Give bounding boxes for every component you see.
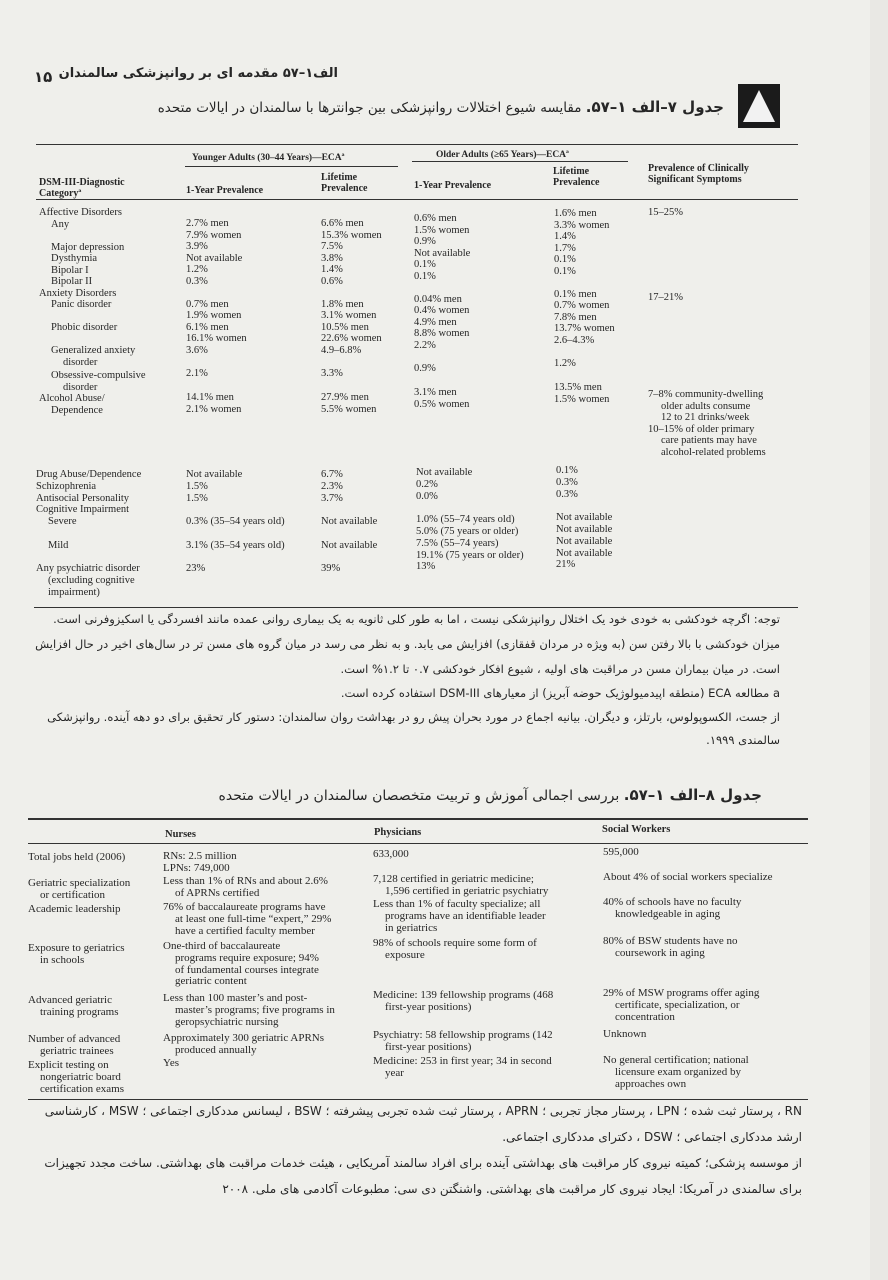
- table7-header-rule: [36, 199, 798, 200]
- category-column-b: Drug Abuse/Dependence Schizophrenia Antisocial Personality Cognitive Impairment Severe Mild Any psychiatric disorder (excluding cognitive impairment): [36, 469, 142, 598]
- page-number: ۱۵: [34, 68, 53, 86]
- t8-physicians-trainees: Psychiatry: 58 fellowship programs (142 first-year positions): [373, 1029, 553, 1053]
- table8-header-rule: [28, 843, 808, 844]
- header-younger-1yr: 1-Year Prevalence: [186, 185, 264, 196]
- t8-nurses-specialization: Less than 1% of RNs and about 2.6% of APRNs certified: [163, 875, 328, 899]
- older-1yr-column-a: 0.6% men 1.5% women 0.9% Not available 0.1% 0.1% 0.04% men 0.4% women 4.9% men 8.8% women 2.2% 0.9% 3.1% men 0.5% women: [414, 213, 471, 410]
- younger-group-rule: [185, 166, 398, 167]
- header-clinical: Prevalence of Clinically Significant Symptoms: [648, 163, 749, 185]
- table8-title: [219, 786, 762, 804]
- t8-physicians-specialization: 7,128 certified in geriatric medicine; 1,596 certified in geriatric psychiatry: [373, 873, 549, 897]
- header-older-lifetime: Lifetime Prevalence: [553, 166, 600, 188]
- t8-nurses-total-jobs: RNs: 2.5 million LPNs: 749,000: [163, 850, 237, 874]
- t8-physicians-advanced-training: Medicine: 139 fellowship programs (468 first-year positions): [373, 989, 554, 1013]
- younger-lifetime-column-b: 6.7% 2.3% 3.7% Not available Not available 39%: [321, 469, 378, 575]
- header-older-1yr: 1-Year Prevalence: [414, 180, 492, 191]
- younger-lifetime-column-a: 6.6% men 15.3% women 7.5% 3.8% 1.4% 0.6% 1.8% men 3.1% women 10.5% men 22.6% women 4.9–6.8% 3.3% 27.9% men 5.5% women: [321, 218, 382, 415]
- table7-note-2: میزان خودکشی با بالا رفتن سن (به ویژه در مردان قفقازی) افزایش می یابد. و به نظر می رسد در میان گروه های مسن تر در سال‌های اخیر در حال افزایش: [35, 637, 780, 651]
- t8-label-testing: Explicit testing on nongeriatric board certification exams: [28, 1059, 124, 1095]
- header-older-adults: Older Adults (≥65 Years)—ECAª: [436, 150, 569, 160]
- t8-label-specialization: Geriatric specialization or certification: [28, 877, 131, 901]
- older-group-rule: [412, 161, 628, 162]
- older-lifetime-column-b: 0.1% 0.3% 0.3% Not available Not available Not available Not available 21%: [556, 465, 613, 571]
- category-column-a: Affective Disorders Any Major depression Dysthymia Bipolar I Bipolar II Anxiety Disorders Panic disorder Phobic disorder Generalized anxiety disorder Obsessive-compulsive disorder Alcohol Abuse/ Dependence: [39, 207, 146, 416]
- table8-footnote-1: RN ، پرستار ثبت شده ؛ LPN ، پرستار مجاز تجربی ؛ APRN ، پرستار ثبت شده تجربی پیشرفته ؛ BSW ، لیسانس مددکاری اجتماعی ؛ MSW ، کارشناسی: [44, 1104, 802, 1118]
- t8-nurses-exposure: One-third of baccalaureate programs require exposure; 94% of fundamental courses integrate geriatric content: [163, 940, 319, 988]
- t8-social-trainees: Unknown: [603, 1028, 647, 1040]
- t8-nurses-advanced-training: Less than 100 master’s and post- master’s programs; five programs in geropsychiatric nursing: [163, 992, 335, 1028]
- t8-label-academic: Academic leadership: [28, 903, 121, 915]
- t8-social-specialization: About 4% of social workers specialize: [603, 871, 773, 883]
- header-physicians: Physicians: [374, 827, 422, 838]
- t8-social-advanced-training: 29% of MSW programs offer aging certificate, specialization, or concentration: [603, 987, 760, 1023]
- table7-note-3: است. در میان بیماران مسن در مراقبت های اولیه ، شیوع افکار خودکشی ۰.۷ تا ۱.۲% است.: [340, 662, 780, 676]
- header-category: DSM-III-Diagnostic Categoryª: [39, 177, 125, 199]
- table7-bottom-rule: [34, 607, 798, 608]
- table8-label: جدول ۸–الف ۱–۵۷.: [623, 786, 762, 804]
- clinical-value-alcohol: 7–8% community-dwelling older adults consume 12 to 21 drinks/week 10–15% of older primary care patients may have alcohol-related problems: [648, 389, 766, 458]
- header-nurses: Nurses: [165, 829, 196, 840]
- t8-social-exposure: 80% of BSW students have no coursework in aging: [603, 935, 738, 959]
- table7-note-4: a مطالعه ECA (منطقه اپیدمیولوژیک حوضه آبریز) از معیارهای DSM-III استفاده کرده است.: [340, 686, 780, 700]
- younger-1yr-column-a: 2.7% men 7.9% women 3.9% Not available 1.2% 0.3% 0.7% men 1.9% women 6.1% men 16.1% women 3.6% 2.1% 14.1% men 2.1% women: [186, 218, 247, 415]
- table7-label: جدول ۷–الف ۱–۵۷.: [585, 98, 724, 116]
- t8-nurses-trainees: Approximately 300 geriatric APRNs produced annually: [163, 1032, 325, 1056]
- table7-note-1: توجه: اگرچه خودکشی به خودی خود یک اختلال روانپزشکی نیست ، اما به طور کلی ثانویه به یک بیماری روانی عمده مانند افسردگی یا اسکیزوفرنی است.: [53, 612, 780, 626]
- table8-footnote-2: ارشد مددکاری اجتماعی ؛ DSW ، دکترای مددکاری اجتماعی.: [502, 1130, 802, 1144]
- clinical-value-affective: 15–25%: [648, 207, 683, 218]
- triangle-marker-icon: [738, 84, 780, 128]
- t8-social-total-jobs: 595,000: [603, 846, 639, 858]
- table7-note-6: سالمندی ۱۹۹۹.: [706, 733, 780, 747]
- t8-label-total-jobs: Total jobs held (2006): [28, 851, 126, 863]
- running-header-title: الف۱–۵۷ مقدمه ای بر روانپزشکی سالمندان: [58, 66, 338, 81]
- t8-social-academic: 40% of schools have no faculty knowledgeable in aging: [603, 896, 742, 920]
- table8-title-text: بررسی اجمالی آموزش و تربیت متخصصان سالمندان در ایالات متحده: [218, 788, 620, 804]
- older-1yr-column-b: Not available 0.2% 0.0% 1.0% (55–74 years old) 5.0% (75 years or older) 7.5% (55–74 years) 19.1% (75 years or older) 13%: [416, 467, 524, 573]
- t8-nurses-academic: 76% of baccalaureate programs have at least one full-time “expert,” 29% have a certified faculty member: [163, 901, 332, 937]
- table7-title-text: مقایسه شیوع اختلالات روانپزشکی بین جوانترها با سالمندان در ایالات متحده: [157, 100, 582, 116]
- older-lifetime-column-a: 1.6% men 3.3% women 1.4% 1.7% 0.1% 0.1% 0.1% men 0.7% women 7.8% men 13.7% women 2.6–4.3% 1.2% 13.5% men 1.5% women: [554, 208, 615, 405]
- table8-footnote-4: برای سالمندی در آمریکا: ایجاد نیروی کار مراقبت های بهداشتی. واشنگتن دی سی: مطبوعات آکادمی های ملی. ۲۰۰۸: [222, 1182, 802, 1196]
- header-younger-lifetime: Lifetime Prevalence: [321, 172, 368, 194]
- table8-bottom-rule: [28, 1099, 808, 1100]
- t8-nurses-testing: Yes: [163, 1057, 180, 1069]
- t8-social-testing: No general certification; national licensure exam organized by approaches own: [603, 1054, 749, 1090]
- table7-note-5: از جست، الکسوپولوس، بارتلز، و دیگران. بیانیه اجماع در مورد بحران پیش رو در بهداشت روان سالمندان: دستور کار تحقیق برای دو دهه آینده. روانپزشکی: [47, 710, 780, 724]
- clinical-value-anxiety: 17–21%: [648, 292, 683, 303]
- t8-label-advanced-training: Advanced geriatric training programs: [28, 994, 119, 1018]
- header-social-workers: Social Workers: [602, 824, 671, 835]
- header-younger-adults: Younger Adults (30–44 Years)—ECAª: [192, 153, 345, 163]
- t8-physicians-total-jobs: 633,000: [373, 848, 409, 860]
- t8-physicians-testing: Medicine: 253 in first year; 34 in second year: [373, 1055, 552, 1079]
- table7-top-rule: [36, 144, 798, 145]
- table8-top-rule: [28, 818, 808, 820]
- t8-physicians-exposure: 98% of schools require some form of exposure: [373, 937, 537, 961]
- t8-physicians-academic: Less than 1% of faculty specialize; all programs have an identifiable leader in geriatrics: [373, 898, 546, 934]
- younger-1yr-column-b: Not available 1.5% 1.5% 0.3% (35–54 years old) 3.1% (35–54 years old) 23%: [186, 469, 285, 575]
- table8-footnote-3: از موسسه پزشکی؛ کمیته نیروی کار مراقبت های بهداشتی آینده برای افراد سالمند آمریکایی ، هیئت خدمات مراقبت های بهداشتی. ساخت مجدد تجهیزات: [44, 1156, 802, 1170]
- table7-title: [158, 98, 724, 116]
- t8-label-trainees: Number of advanced geriatric trainees: [28, 1033, 121, 1057]
- t8-label-exposure: Exposure to geriatrics in schools: [28, 942, 125, 966]
